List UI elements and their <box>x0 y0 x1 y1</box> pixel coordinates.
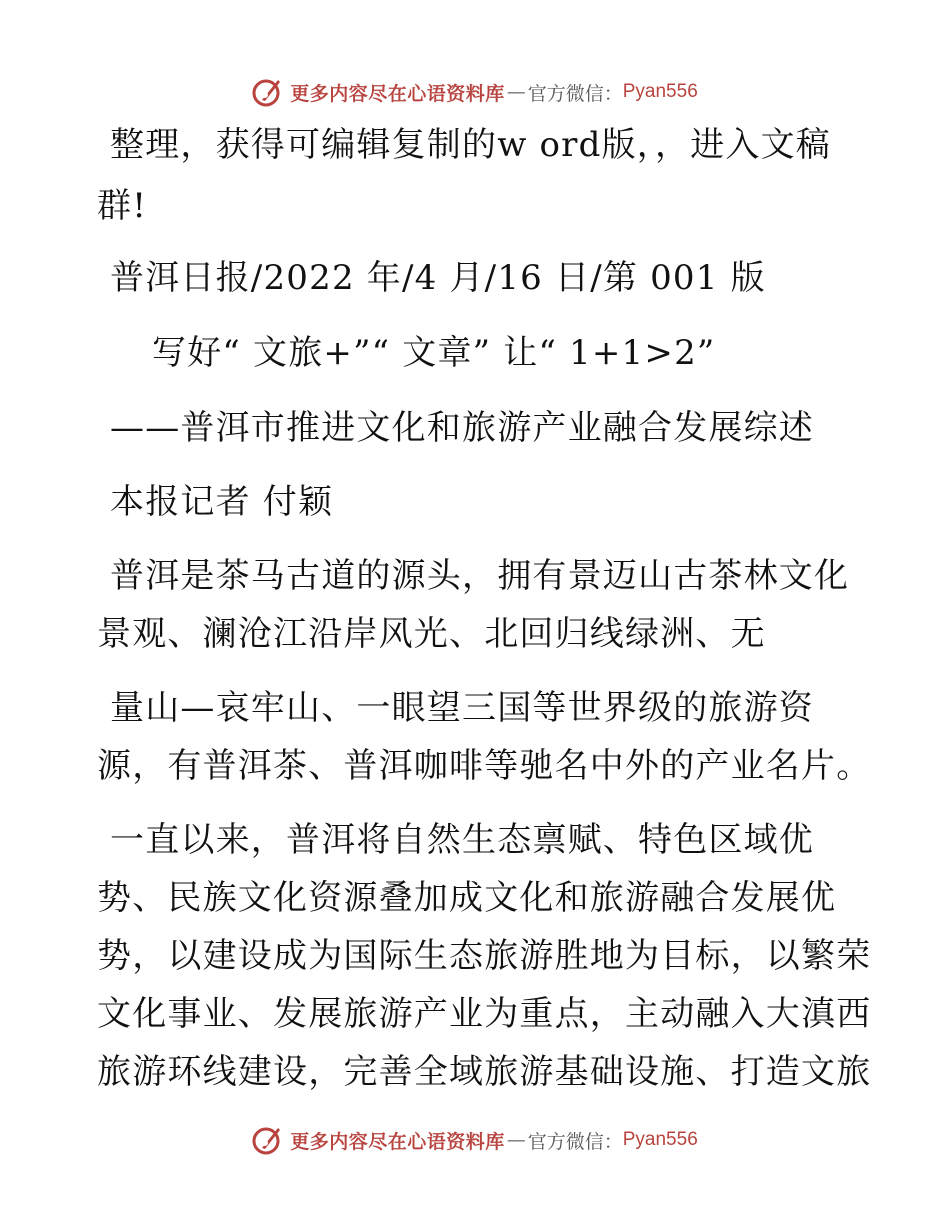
article-title: 写好“ 文旅+”“ 文章” 让“ 1+1>2” <box>152 333 716 373</box>
watermark-text: 更多内容尽在心语资料库 <box>290 1130 505 1153</box>
body-line: 量山—哀牢山、一眼望三国等世界级的旅游资 <box>110 688 814 728</box>
quill-logo-icon <box>252 1124 284 1156</box>
body-line: 势、民族文化资源叠加成文化和旅游融合发展优 <box>97 878 837 918</box>
body-line: 一直以来，普洱将自然生态禀赋、特色区域优 <box>110 820 814 860</box>
body-line: 源，有普洱茶、普洱咖啡等驰名中外的产业名片。 <box>97 746 872 786</box>
body-line: 景观、澜沧江沿岸风光、北回归线绿洲、无 <box>97 614 766 654</box>
body-line: 普洱是茶马古道的源头，拥有景迈山古茶林文化 <box>110 556 850 596</box>
body-line: 势，以建设成为国际生态旅游胜地为目标，以繁荣 <box>97 936 872 976</box>
watermark-footer <box>0 1120 950 1160</box>
dateline: 普洱日报/2022 年/4 月/16 日/第 001 版 <box>110 258 766 298</box>
watermark-header <box>0 72 950 112</box>
watermark-label: 官方微信： <box>527 82 623 105</box>
watermark-dash: — <box>506 1129 526 1151</box>
article-subtitle: ——普洱市推进文化和旅游产业融合发展综述 <box>110 408 814 448</box>
body-line: 整理，获得可编辑复制的w ord版，，进入文稿 <box>110 125 831 165</box>
watermark-id: Pyan556 <box>622 81 698 102</box>
watermark-label: 官方微信： <box>527 1130 623 1153</box>
body-line: 群! <box>97 186 148 226</box>
watermark-text: 更多内容尽在心语资料库 <box>290 82 505 105</box>
watermark-id: Pyan556 <box>622 1129 698 1150</box>
watermark-dash: — <box>506 81 526 103</box>
quill-logo-icon <box>252 76 284 108</box>
body-line: 文化事业、发展旅游产业为重点，主动融入大滇西 <box>97 994 872 1034</box>
byline: 本报记者 付颖 <box>110 482 334 522</box>
body-line: 旅游环线建设，完善全域旅游基础设施、打造文旅 <box>97 1052 872 1092</box>
